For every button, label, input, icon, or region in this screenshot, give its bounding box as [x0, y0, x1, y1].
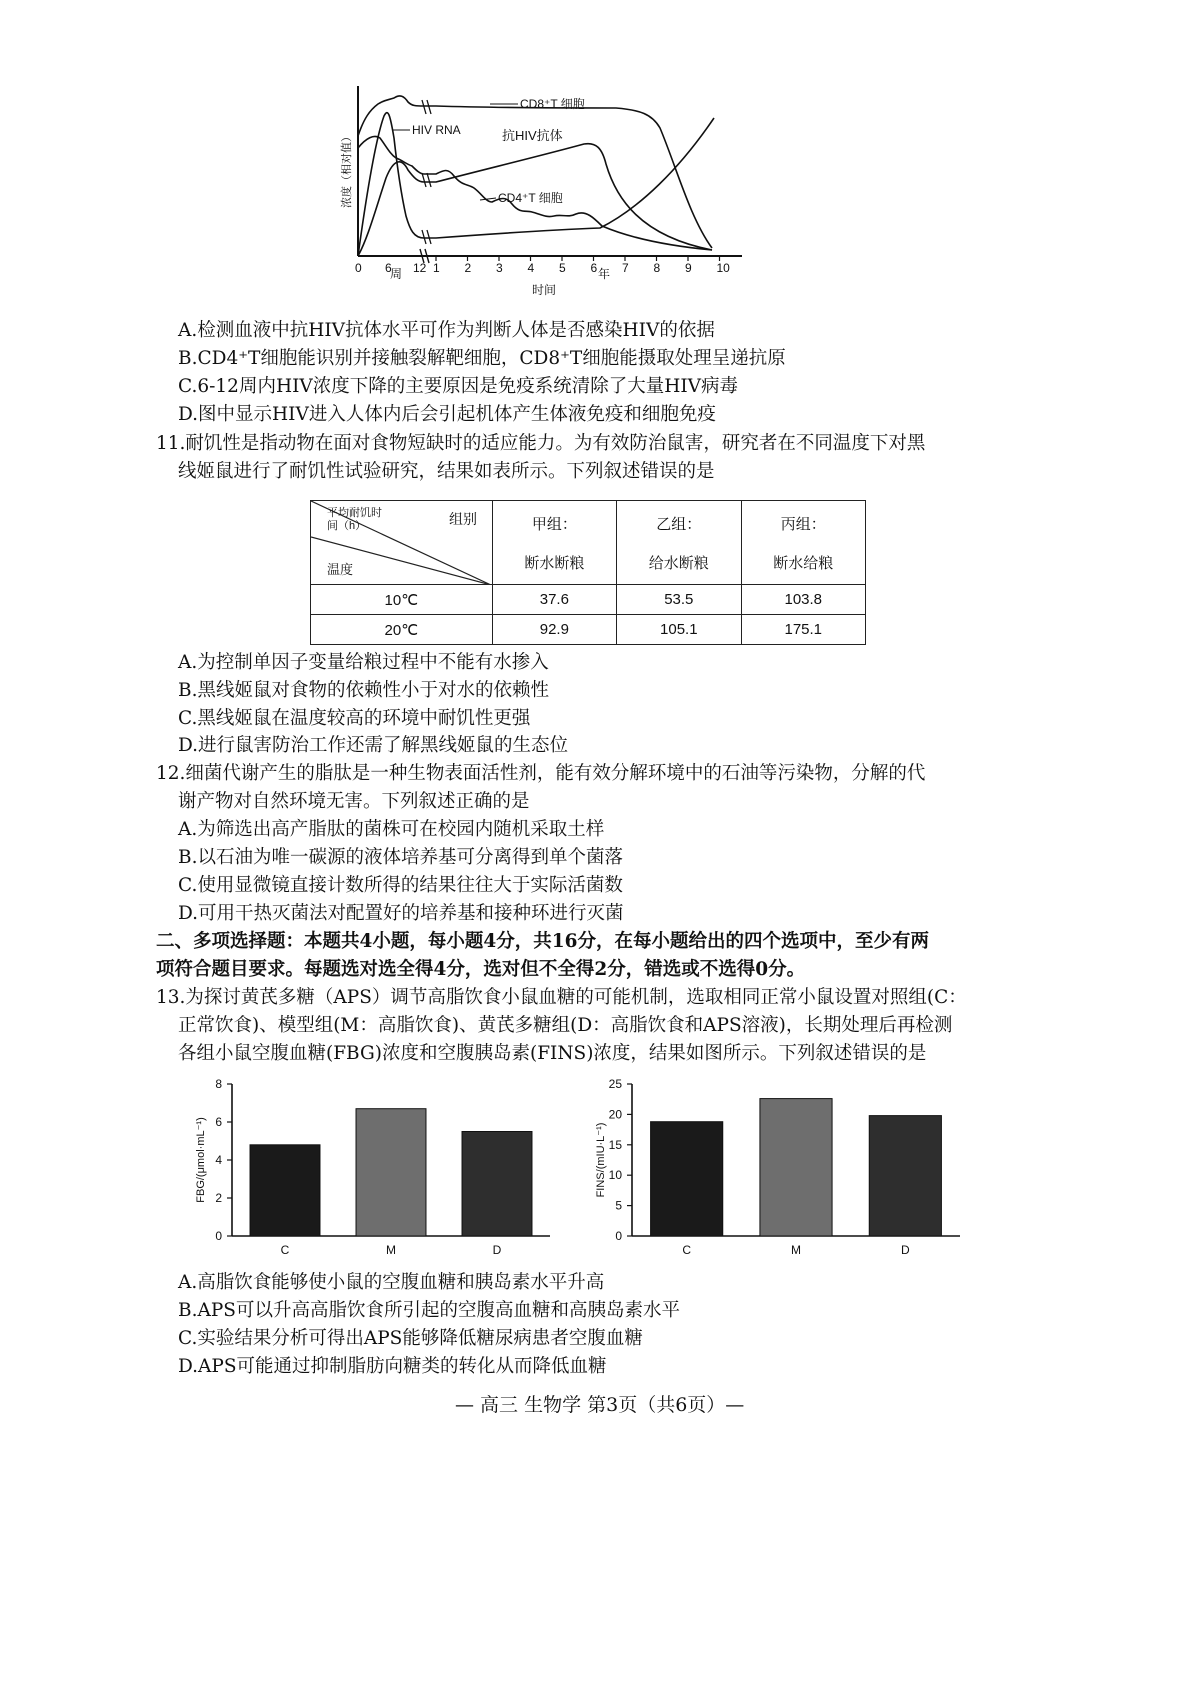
- year-tick-label: 6: [590, 261, 598, 275]
- y-tick-label: 15: [608, 1137, 622, 1152]
- y-tick-label: 2: [215, 1191, 222, 1205]
- corner-bottom: 温度: [327, 562, 354, 577]
- year-tick-label: 4: [527, 261, 535, 275]
- q12-option-b: B.以石油为唯一碳源的液体培养基可分离得到单个菌落: [178, 847, 623, 868]
- section2-heading-line2: 项符合题目要求。每题选对选全得4分，选对但不全得2分，错选或不选得0分。: [156, 959, 806, 980]
- year-tick-label: 9: [685, 261, 692, 275]
- group-condition: 断水断粮: [524, 554, 585, 572]
- week-tick-label: 12: [413, 261, 427, 275]
- q13-option-b: B.APS可以升高高脂饮食所引起的空腹高血糖和高胰岛素水平: [178, 1300, 680, 1321]
- bar-D: [869, 1116, 941, 1236]
- table-corner-cell: [311, 501, 493, 585]
- row-temp: 20℃: [311, 615, 493, 645]
- q11-option-d: D.进行鼠害防治工作还需了解黑线姬鼠的生态位: [178, 735, 569, 756]
- q12-stem-line2: 谢产物对自然环境无害。下列叙述正确的是: [178, 791, 530, 812]
- group-condition: 给水断粮: [648, 554, 709, 572]
- group-name: 乙组：: [656, 515, 702, 533]
- q13-option-c: C.实验结果分析可得出APS能够降低糖尿病患者空腹血糖: [178, 1328, 643, 1349]
- y-tick-label: 10: [608, 1168, 622, 1183]
- group-name: 甲组：: [531, 515, 577, 533]
- x-tick-label: D: [900, 1243, 910, 1257]
- table-row: [311, 615, 866, 645]
- corner-top-right: 组别: [449, 511, 477, 527]
- year-unit-label: 年: [598, 267, 611, 281]
- fins-bar-chart: [590, 1070, 980, 1270]
- y-tick-label: 8: [215, 1077, 222, 1091]
- q12-stem-line1: 12.细菌代谢产生的脂肽是一种生物表面活性剂，能有效分解环境中的石油等污染物，分解的代: [156, 763, 926, 784]
- q11-stem-line1: 11.耐饥性是指动物在面对食物短缺时的适应能力。为有效防治鼠害，研究者在不同温度下对黑: [156, 433, 926, 454]
- hiv-x-label: 时间: [532, 283, 557, 297]
- year-tick-label: 2: [464, 261, 472, 275]
- cd8-label: CD8⁺T 细胞: [520, 97, 585, 111]
- cell-value: 103.8: [741, 585, 865, 615]
- year-tick-label: 10: [716, 261, 730, 275]
- cell-value: 92.9: [492, 615, 616, 645]
- q13-option-d: D.APS可能通过抑制脂肪向糖类的转化从而降低血糖: [178, 1356, 607, 1377]
- week-tick-label: 6: [385, 261, 392, 275]
- cd4-label: CD4⁺T 细胞: [498, 191, 563, 205]
- fbg-bar-chart: [190, 1070, 570, 1270]
- q10-option-d: D.图中显示HIV进入人体内后会引起机体产生体液免疫和细胞免疫: [178, 404, 716, 425]
- y-axis-label: FINS/(mIU·L⁻¹): [595, 1122, 607, 1198]
- q13-stem-line3: 各组小鼠空腹血糖(FBG)浓度和空腹胰岛素(FINS)浓度，结果如图所示。下列叙述错误的是: [178, 1043, 927, 1064]
- q13-stem-line1: 13.为探讨黄芪多糖（APS）调节高脂饮食小鼠血糖的可能机制，选取相同正常小鼠设置对照组(C：: [156, 987, 967, 1008]
- bar-C: [651, 1122, 723, 1236]
- y-tick-label: 0: [215, 1229, 222, 1243]
- table-row: [311, 585, 866, 615]
- q12-option-c: C.使用显微镜直接计数所得的结果往往大于实际活菌数: [178, 875, 623, 896]
- y-tick-label: 25: [608, 1077, 622, 1091]
- cd8-t-cell-curve: [358, 96, 712, 248]
- section2-heading-line1: 二、多项选择题：本题共4小题，每小题4分，共16分，在每小题给出的四个选项中，至少有两: [156, 931, 929, 952]
- hiv-y-label: 浓度（相对值）: [341, 131, 353, 208]
- group-header-yi: [617, 501, 741, 585]
- page-footer: — 高三 生物学 第3页（共6页）—: [455, 1394, 745, 1416]
- hiv-rna-label: HIV RNA: [412, 123, 461, 137]
- week-unit-label: 周: [390, 267, 403, 281]
- x-tick-label: D: [492, 1243, 502, 1257]
- year-tick-label: 1: [433, 261, 440, 275]
- bar-C: [250, 1145, 320, 1236]
- y-tick-label: 4: [215, 1153, 222, 1167]
- week-tick-label: 0: [355, 261, 362, 275]
- group-name: 丙组：: [780, 515, 826, 533]
- y-tick-label: 20: [608, 1107, 622, 1122]
- y-axis-label: FBG/(μmol·mL⁻¹): [195, 1117, 207, 1203]
- antibody-label: 抗HIV抗体: [502, 128, 563, 143]
- bar-M: [760, 1099, 832, 1236]
- q10-option-a: A.检测血液中抗HIV抗体水平可作为判断人体是否感染HIV的依据: [178, 320, 715, 341]
- bar-D: [462, 1132, 532, 1237]
- group-header-bing: [741, 501, 865, 585]
- hiv-concentration-chart: [340, 78, 800, 318]
- q10-option-c: C.6-12周内HIV浓度下降的主要原因是免疫系统清除了大量HIV病毒: [178, 376, 739, 397]
- q13-option-a: A.高脂饮食能够使小鼠的空腹血糖和胰岛素水平升高: [178, 1272, 605, 1293]
- q12-option-a: A.为筛选出高产脂肽的菌株可在校园内随机采取土样: [178, 819, 605, 840]
- q10-option-b: B.CD4⁺T细胞能识别并接触裂解靶细胞，CD8⁺T细胞能摄取处理呈递抗原: [178, 348, 786, 369]
- cell-value: 175.1: [741, 615, 865, 645]
- corner-top-left: 平均耐饥时间（h）: [327, 507, 382, 532]
- q11-option-a: A.为控制单因子变量给粮过程中不能有水掺入: [178, 652, 549, 673]
- year-tick-label: 5: [559, 261, 566, 275]
- bar-M: [356, 1109, 426, 1236]
- x-tick-label: C: [280, 1243, 290, 1257]
- hiv-x-ticks: [355, 256, 730, 275]
- group-header-jia: [492, 501, 616, 585]
- q11-option-b: B.黑线姬鼠对食物的依赖性小于对水的依赖性: [178, 680, 549, 701]
- q12-option-d: D.可用干热灭菌法对配置好的培养基和接种环进行灭菌: [178, 903, 624, 924]
- q11-table: [310, 500, 866, 645]
- group-condition: 断水给粮: [773, 554, 834, 572]
- year-tick-label: 7: [622, 261, 629, 275]
- y-tick-label: 0: [615, 1229, 622, 1243]
- y-tick-label: 6: [215, 1115, 222, 1129]
- curve-break-mark: [422, 100, 431, 244]
- cell-value: 37.6: [492, 585, 616, 615]
- q13-stem-line2: 正常饮食)、模型组(M：高脂饮食)、黄芪多糖组(D：高脂饮食和APS溶液)，长期处理后再检测: [178, 1015, 953, 1036]
- x-tick-label: M: [791, 1243, 801, 1257]
- year-tick-label: 3: [496, 261, 503, 275]
- q11-stem-line2: 线姬鼠进行了耐饥性试验研究，结果如表所示。下列叙述错误的是: [178, 461, 715, 482]
- cell-value: 105.1: [617, 615, 741, 645]
- q11-option-c: C.黑线姬鼠在温度较高的环境中耐饥性更强: [178, 708, 531, 729]
- row-temp: 10℃: [311, 585, 493, 615]
- x-tick-label: C: [682, 1243, 692, 1257]
- year-tick-label: 8: [653, 261, 661, 275]
- x-tick-label: M: [386, 1243, 396, 1257]
- cell-value: 53.5: [617, 585, 741, 615]
- y-tick-label: 5: [615, 1198, 622, 1213]
